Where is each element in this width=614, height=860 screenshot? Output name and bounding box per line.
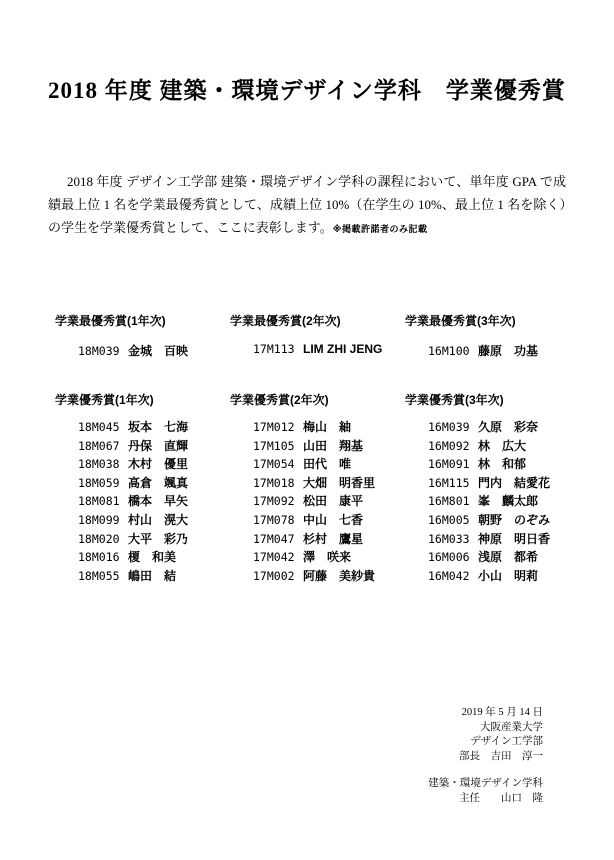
student-row (405, 437, 580, 456)
student-row (230, 511, 405, 530)
award-column-year2 (230, 393, 405, 585)
student-row (55, 492, 230, 511)
intro-text: 2018 年度 デザイン工学部 建築・環境デザイン学科の課程において、単年度 GPA で成績最上位 1 名を学業最優秀賞として、成績上位 10%（在学生の 10%、最上位 1 名を除く）の学生を学業優秀賞として、ここに表彰します。 (48, 174, 566, 235)
student-row (230, 530, 405, 549)
student-row (405, 342, 580, 361)
student-id: 17M018 (253, 475, 295, 490)
student-name: 丹保 直輝 (128, 438, 189, 453)
student-name: 小山 明莉 (478, 568, 539, 583)
student-name: 大畑 明香里 (303, 475, 376, 490)
student-id: 17M012 (253, 420, 295, 434)
award-heading: 学業優秀賞(2年次) (230, 393, 329, 407)
student-name: 浅原 都希 (478, 550, 539, 565)
student-row (405, 511, 580, 530)
student-name: 梅山 紬 (303, 420, 352, 434)
student-name: 朝野 のぞみ (478, 512, 551, 527)
student-id: 16M115 (428, 475, 470, 490)
student-name: 中山 七香 (303, 512, 364, 527)
intro-paragraph (48, 170, 566, 241)
student-id: 18M039 (78, 344, 120, 358)
student-id: 16M100 (428, 344, 470, 358)
student-row (405, 567, 580, 586)
student-id: 18M038 (78, 457, 120, 472)
student-name: 金城 百映 (128, 344, 189, 358)
student-name: 嶋田 結 (128, 568, 177, 583)
top-awards-section (55, 314, 580, 361)
student-id: 18M081 (78, 494, 120, 509)
student-id: 16M091 (428, 457, 470, 472)
student-row (405, 418, 580, 437)
award-heading: 学業最優秀賞(2年次) (230, 314, 341, 328)
student-name: 杉村 鷹星 (303, 531, 364, 546)
footer-university: 大阪産業大学 (480, 721, 543, 733)
student-id: 18M099 (78, 512, 120, 527)
student-id: 16M092 (428, 438, 470, 453)
student-name: 阿藤 美紗貴 (303, 568, 376, 583)
student-id: 18M059 (78, 475, 120, 490)
student-name: 林 広大 (478, 438, 527, 453)
student-id: 17M113 (253, 342, 295, 356)
student-name: 大平 彩乃 (128, 531, 189, 546)
student-id: 17M002 (253, 568, 295, 583)
student-id: 17M092 (253, 494, 295, 509)
student-name: 林 和郁 (478, 457, 527, 472)
student-row (55, 342, 230, 361)
student-row (55, 511, 230, 530)
footer-department: 建築・環境デザイン学科 (428, 778, 543, 789)
student-row (405, 530, 580, 549)
student-name: 藤原 功基 (478, 344, 539, 358)
student-row (55, 530, 230, 549)
student-row (55, 455, 230, 474)
student-name: 村山 滉大 (128, 512, 189, 527)
student-row (405, 474, 580, 493)
student-id: 17M054 (253, 457, 295, 472)
footer-dean: 部長 吉田 淳一 (459, 750, 543, 762)
student-row (230, 342, 405, 361)
student-list (230, 418, 405, 585)
student-id: 18M020 (78, 531, 120, 546)
student-name: 山田 翔基 (303, 438, 364, 453)
student-row (230, 474, 405, 493)
footer-department-block (428, 777, 543, 806)
student-name: 峯 麟太郎 (478, 494, 539, 509)
award-heading: 学業優秀賞(1年次) (55, 393, 154, 407)
student-row (230, 455, 405, 474)
student-id: 17M105 (253, 438, 295, 453)
top-award-column-year1 (55, 314, 230, 361)
student-id: 16M033 (428, 531, 470, 546)
student-name: 橋本 早矢 (128, 494, 189, 509)
student-row (230, 492, 405, 511)
student-row (55, 548, 230, 567)
student-list (405, 418, 580, 585)
intro-note: ※掲載許諾者のみ記載 (332, 224, 428, 234)
award-column-year3 (405, 393, 580, 585)
awards-section (55, 393, 580, 585)
student-id: 16M039 (428, 420, 470, 434)
footer-signature-block (428, 706, 543, 764)
student-list (55, 418, 230, 585)
student-id: 18M055 (78, 568, 120, 583)
student-id: 17M047 (253, 531, 295, 546)
student-row (405, 492, 580, 511)
student-id: 18M067 (78, 438, 120, 453)
student-row (55, 418, 230, 437)
student-id: 16M006 (428, 550, 470, 565)
student-name: 門内 結愛花 (478, 475, 551, 490)
student-name: 神原 明日香 (478, 531, 551, 546)
footer-faculty: デザイン工学部 (470, 736, 543, 747)
student-name: 田代 唯 (303, 457, 352, 472)
award-heading: 学業最優秀賞(3年次) (405, 314, 516, 328)
page-title: 2018 年度 建築・環境デザイン学科 学業優秀賞 (48, 78, 566, 103)
footer-date: 2019 年 5 月 14 日 (461, 707, 543, 718)
student-row (230, 437, 405, 456)
award-heading: 学業最優秀賞(1年次) (55, 314, 166, 328)
student-id: 17M042 (253, 550, 295, 565)
student-row (55, 437, 230, 456)
student-id: 16M042 (428, 568, 470, 583)
student-row (405, 455, 580, 474)
student-row (230, 567, 405, 586)
footer-chief: 主任 山口 隆 (459, 792, 543, 804)
student-name: 榎 和美 (128, 550, 177, 565)
award-column-year1 (55, 393, 230, 585)
student-row (405, 548, 580, 567)
footer (428, 706, 543, 806)
student-row (55, 474, 230, 493)
student-id: 18M045 (78, 420, 120, 434)
student-row (230, 418, 405, 437)
student-id: 18M016 (78, 550, 120, 565)
student-name: 高倉 颯真 (128, 475, 189, 490)
student-id: 16M801 (428, 494, 470, 509)
student-name: 久原 彩奈 (478, 420, 539, 434)
student-name: 澤 咲来 (303, 550, 352, 565)
top-award-column-year3 (405, 314, 580, 361)
student-row (55, 567, 230, 586)
student-row (230, 548, 405, 567)
student-name: 木村 優里 (128, 457, 189, 472)
award-heading: 学業優秀賞(3年次) (405, 393, 504, 407)
student-name: LIM ZHI JENG (303, 342, 383, 356)
student-name: 松田 康平 (303, 494, 364, 509)
student-id: 17M078 (253, 512, 295, 527)
top-award-column-year2 (230, 314, 405, 361)
student-name: 坂本 七海 (128, 420, 189, 434)
student-id: 16M005 (428, 512, 470, 527)
